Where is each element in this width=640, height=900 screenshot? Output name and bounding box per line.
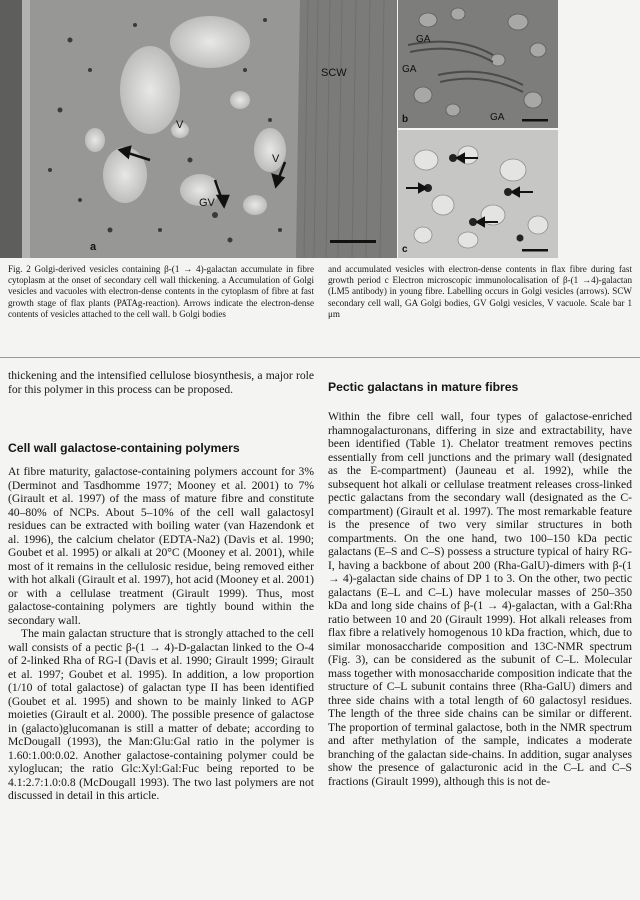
figure-caption-right: and accumulated vesicles with electron-dense contents in flax fibre during fast growth period c Electron microscopic immunolocalisation of β-(1 →4)-galactan (LM5 antibody) in young fibre. Labelling occurs in Golgi vesicles (arrows). SCW secondary cell wall, GA Golgi bodies, GV Golgi vesicles, V vacuole. Scale bar 1 μm (328, 264, 632, 319)
micrograph-panel-c (398, 130, 558, 258)
label-ga3: GA (490, 112, 505, 123)
panel-c-label: c (402, 244, 408, 255)
label-ga1: GA (416, 34, 431, 45)
label-v2: V (272, 153, 280, 165)
caption-divider (0, 357, 640, 358)
figure-2 (0, 0, 640, 258)
figure-caption-left: Fig. 2 Golgi-derived vesicles containing β-(1 → 4)-galactan accumulate in fibre cytoplasm at the onset of secondary cell wall thickening. a Accumulation of Golgi vesicles and vacuoles with electron-dense contents in the cytoplasm of fibre at fast growth stage of flax plants (PATAg-reaction). Arrows indicate the electron-dense contents of vesicles attached to the cell wall. b Golgi bodies (8, 264, 314, 319)
label-ga2: GA (402, 64, 417, 75)
label-gv: GV (199, 197, 215, 209)
right-column-body (328, 410, 632, 788)
micrograph-panel-a (0, 0, 397, 258)
paragraph-pectic-galactans: Within the fibre cell wall, four types of galactose-enriched rhamnogalacturonans, differing in size and extractability, have been identified (Table 1). Chelator treatment removes pectins essentially from cell junctions and the primary wall (designated as the E-compartment) (Jauneau et al. 1992), while the subsequent hot alkali or cellulase treatment releases cross-linked pectic galactans from the secondary wall (designated as the C-compartment) (Girault et al. 1997). The most remarkable feature is the presence of two very similar structures in both compartments. On the one hand, two 100–150 kDa pectic galactans (E–S and C–S) possess a structure typical of hairy RG-I, having a backbone of about 200 (Rha-GalU)-dimers with β-(1 → 4)-galactan side chains of DP 1 to 3. On the other, two pectic galactans (E–L and C–L) have molecular masses of 250–350 kDa and long side chains of β-(1 → 4)-galactan, with a Gal:Rha ratio between 10 and 20 (Girault 1999). Hot alkali releases from flax fibre a relatively homogenous 10 kDa fraction, which, due to similar monosaccharide composition and 13C-NMR spectrum (Fig. 3), can be considered as the subunit of C–L. Molecular mass together with monosaccharide composition indicate that the structure of C–L subunit contains three (Rha-GalU) dimers and three side chains with a total length of 60 galactosyl residues. The length of the three side chains can be similar or different. The proportion of terminal galactose, both in the NMR spectrum and after methylation of the sample, indicates a moderate branching of the galactan side-chains. In addition, sugar analyses show the presence of galacturonic acid in the C–L and C–S fractions (Girault 1999), although this is not de- (328, 410, 632, 788)
panel-b-label: b (402, 114, 409, 125)
label-v1: V (176, 119, 184, 131)
paragraph-galactan-structure: The main galactan structure that is strongly attached to the cell wall consists of a pectic β-(1 → 4)-D-galactan linked to the O-4 of 2-linked Rha of RG-I (Davis et al. 1990; Girault 1999; Girault et al. 1997; Goubet et al. 1995). In addition, a low proportion (1/10 of total galactose) of galactan type II has been identified (Goubet et al. 1995) and shown to be mainly linked to AGP moieties (Girault et al. 2000). The possible presence of galactose in (galacto)glucomanan is still a matter of debate; according to McDougall (1993), the Man:Glu:Gal ratio in the polymer is 1.60:1.00:0.02. Another galactose-containing polymer could be xyloglucan; the ratio Glc:Xyl:Gal:Fuc being reported to be 4.1:2.7:1.0:0.8 (McDougall 1993). The two last polymers are not discussed in detail in this article. (8, 627, 314, 802)
left-column-intro (8, 369, 314, 396)
heading-pectic-galactans: Pectic galactans in mature fibres (328, 380, 519, 394)
panel-a-label: a (90, 241, 97, 253)
heading-cell-wall-galactose: Cell wall galactose-containing polymers (8, 441, 240, 455)
left-column-body (8, 465, 314, 803)
intro-paragraph: thickening and the intensified cellulose biosynthesis, a major role for this polymer in this process can be proposed. (8, 369, 314, 396)
micrograph-panel-b (398, 0, 558, 128)
label-scw: SCW (321, 67, 347, 79)
paragraph-galactose-polymers: At fibre maturity, galactose-containing polymers account for 3% (Derminot and Tasdhomme 1977; Mooney et al. 2001) to 7% (Girault et al. 1997) of the mass of mature fibre and constitute 40–80% of NCPs. About 5–10% of the cell wall galactosyl residues can be extracted with boiling water (van Hazendonk et al. 1996), the calcium chelator (EDTA-Na2) (Davis et al. 1990; Goubet et al. 1995) or alkali at 20°C (Mooney et al. 2001), while most of it remains in the cellulosic residue, being removed either with hot alkali (Girault et al. 1997), hot acid (Mooney et al. 2001) or with a cellulase treatment (Girault 1999). Thus, most galactose-containing polymers are tightly bound within the secondary wall. (8, 465, 314, 627)
